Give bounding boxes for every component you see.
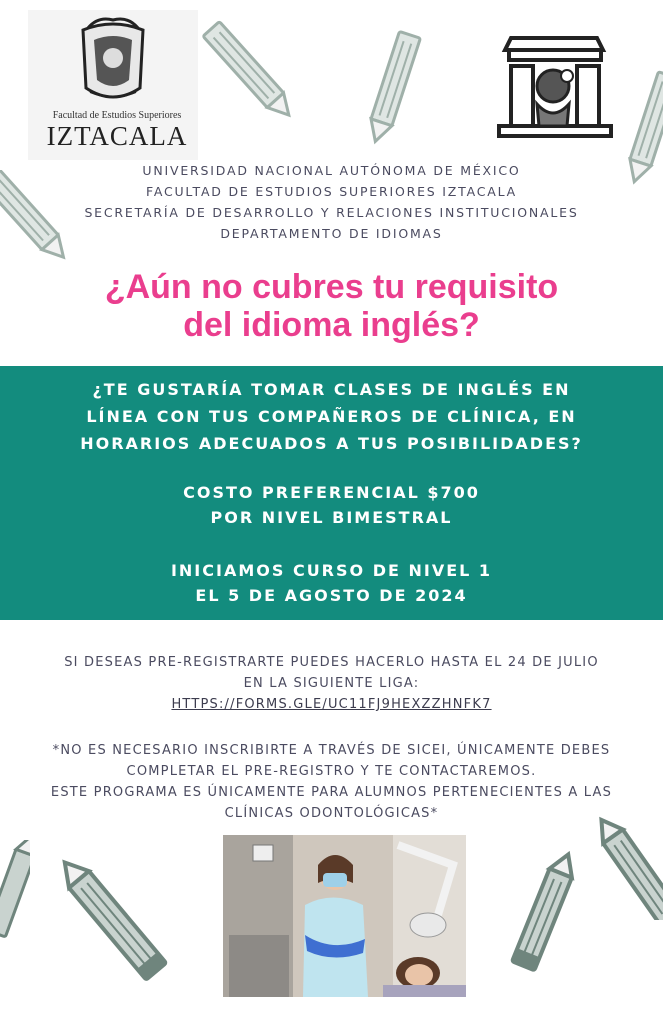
band-start-date	[0, 558, 663, 608]
band-question-line: HORARIOS ADECUADOS A TUS POSIBILIDADES?	[80, 434, 583, 453]
band-start-line: INICIAMOS CURSO DE NIVEL 1	[170, 561, 493, 580]
headline-line-1: ¿Aún no cubres tu requisito	[104, 268, 559, 306]
header-line-faculty: FACULTAD DE ESTUDIOS SUPERIORES IZTACALA	[145, 184, 518, 199]
headline-line-2: del idioma inglés?	[183, 306, 480, 344]
band-cost-line: POR NIVEL BIMESTRAL	[210, 508, 453, 527]
institution-header	[0, 160, 663, 244]
pencil-icon	[352, 30, 432, 150]
header-line-secretariat: SECRETARÍA DE DESARROLLO Y RELACIONES INSTITUCIONALES	[84, 205, 579, 220]
pencil-icon	[0, 840, 30, 950]
logo-caption-large: IZTACALA	[46, 121, 188, 151]
logo-caption-small: Facultad de Estudios Superiores	[52, 110, 182, 121]
pencil-icon	[195, 12, 305, 132]
dentist-photo-illustration	[223, 835, 466, 997]
band-start-line: EL 5 DE AGOSTO DE 2024	[195, 586, 468, 605]
band-cost	[0, 480, 663, 530]
header-line-department: DEPARTAMENTO DE IDIOMAS	[220, 226, 443, 241]
dentist-photo	[223, 835, 466, 997]
band-question-line: LÍNEA CON TUS COMPAÑEROS DE CLÍNICA, EN	[86, 407, 577, 426]
registration-link[interactable]: HTTPS://FORMS.GLE/UC11FJ9HEXZZHNFK7	[171, 697, 492, 712]
unam-logo	[28, 10, 198, 160]
pencil-icon	[593, 810, 663, 920]
band-question	[0, 376, 663, 457]
band-cost-line: COSTO PREFERENCIAL $700	[183, 483, 480, 502]
band-question-line: ¿TE GUSTARÍA TOMAR CLASES DE INGLÉS EN	[92, 380, 571, 399]
note-line: COMPLETAR EL PRE-REGISTRO Y TE CONTACTAREMOS.	[126, 764, 537, 779]
pencil-icon	[505, 850, 585, 975]
registration-line-1: SI DESEAS PRE-REGISTRARTE PUEDES HACERLO HASTA EL 24 DE JULIO	[64, 655, 599, 670]
registration-line-2: EN LA SIGUIENTE LIGA:	[243, 676, 420, 691]
header-line-university: UNIVERSIDAD NACIONAL AUTÓNOMA DE MÉXICO	[142, 163, 521, 178]
pencil-icon	[38, 845, 188, 995]
note-line: *NO ES NECESARIO INSCRIBIRTE A TRAVÉS DE SICEI, ÚNICAMENTE DEBES	[52, 743, 611, 758]
registration-info	[0, 652, 663, 715]
note-line: CLÍNICAS ODONTOLÓGICAS*	[224, 806, 439, 821]
unam-crest-icon	[28, 10, 198, 110]
fes-iztacala-emblem-icon	[497, 30, 613, 140]
note-line: ESTE PROGRAMA ES ÚNICAMENTE PARA ALUMNOS PERTENECIENTES A LAS	[50, 785, 613, 800]
headline	[0, 268, 663, 344]
registration-note	[0, 740, 663, 824]
info-band	[0, 366, 663, 620]
